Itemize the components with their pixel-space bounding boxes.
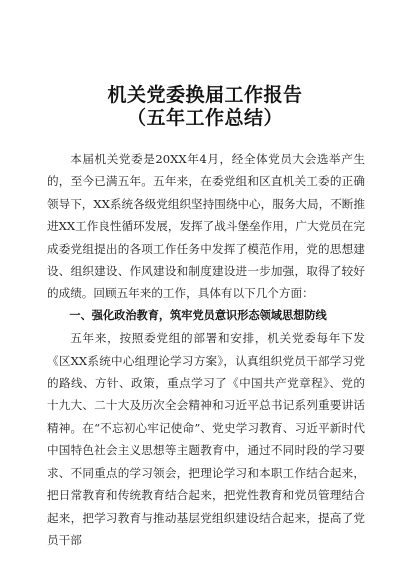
document-title: 机关党委换届工作报告 xyxy=(107,84,303,106)
section-paragraph: 五年来，按照委党组的部署和安排，机关党委每年下发《区XX系统中心组理论学习方案》，认真组织党员干部学习党的路线、方针、政策，重点学习了《中国共产党章程》、党的十九大、二十大及历次全会精神和习近平总书记系列重要讲话精神。在“不忘初心牢记使命”、党史学习教育、习近平新时代中国特色社会主义思想等主题教育中，通过不同时段的学习要求、不同重点的学习领会，把理论学习和本职工作结合起来，把日常教育和传统教育结合起来，把党性教育和党员管理结合起来，把学习教育与推动基层党组织建设结合起来，提高了党员干部 xyxy=(47,331,365,547)
section-heading: 一、强化政治教育，筑牢党员意识形态领域思想防线 xyxy=(69,308,327,322)
document-subtitle: （五年工作总结） xyxy=(126,107,283,129)
intro-paragraph: 本届机关党委是20XX年4月，经全体党员大会选举产生的，至今已满五年。五年来，在委党组和区直机关工委的正确领导下，XX系统各级党组织坚持围绕中心，服务大局，不断推进XX工作良性循环发展，发挥了战斗堡垒作用，广大党员在完成委党组提出的各项工作任务中发挥了模范作用，党的思想建设、组织建设、作风建设和制度建设进一步加强，取得了较好的成绩。回顾五年来的工作，具体有以下几个方面： xyxy=(47,152,365,301)
document-body xyxy=(47,148,365,551)
